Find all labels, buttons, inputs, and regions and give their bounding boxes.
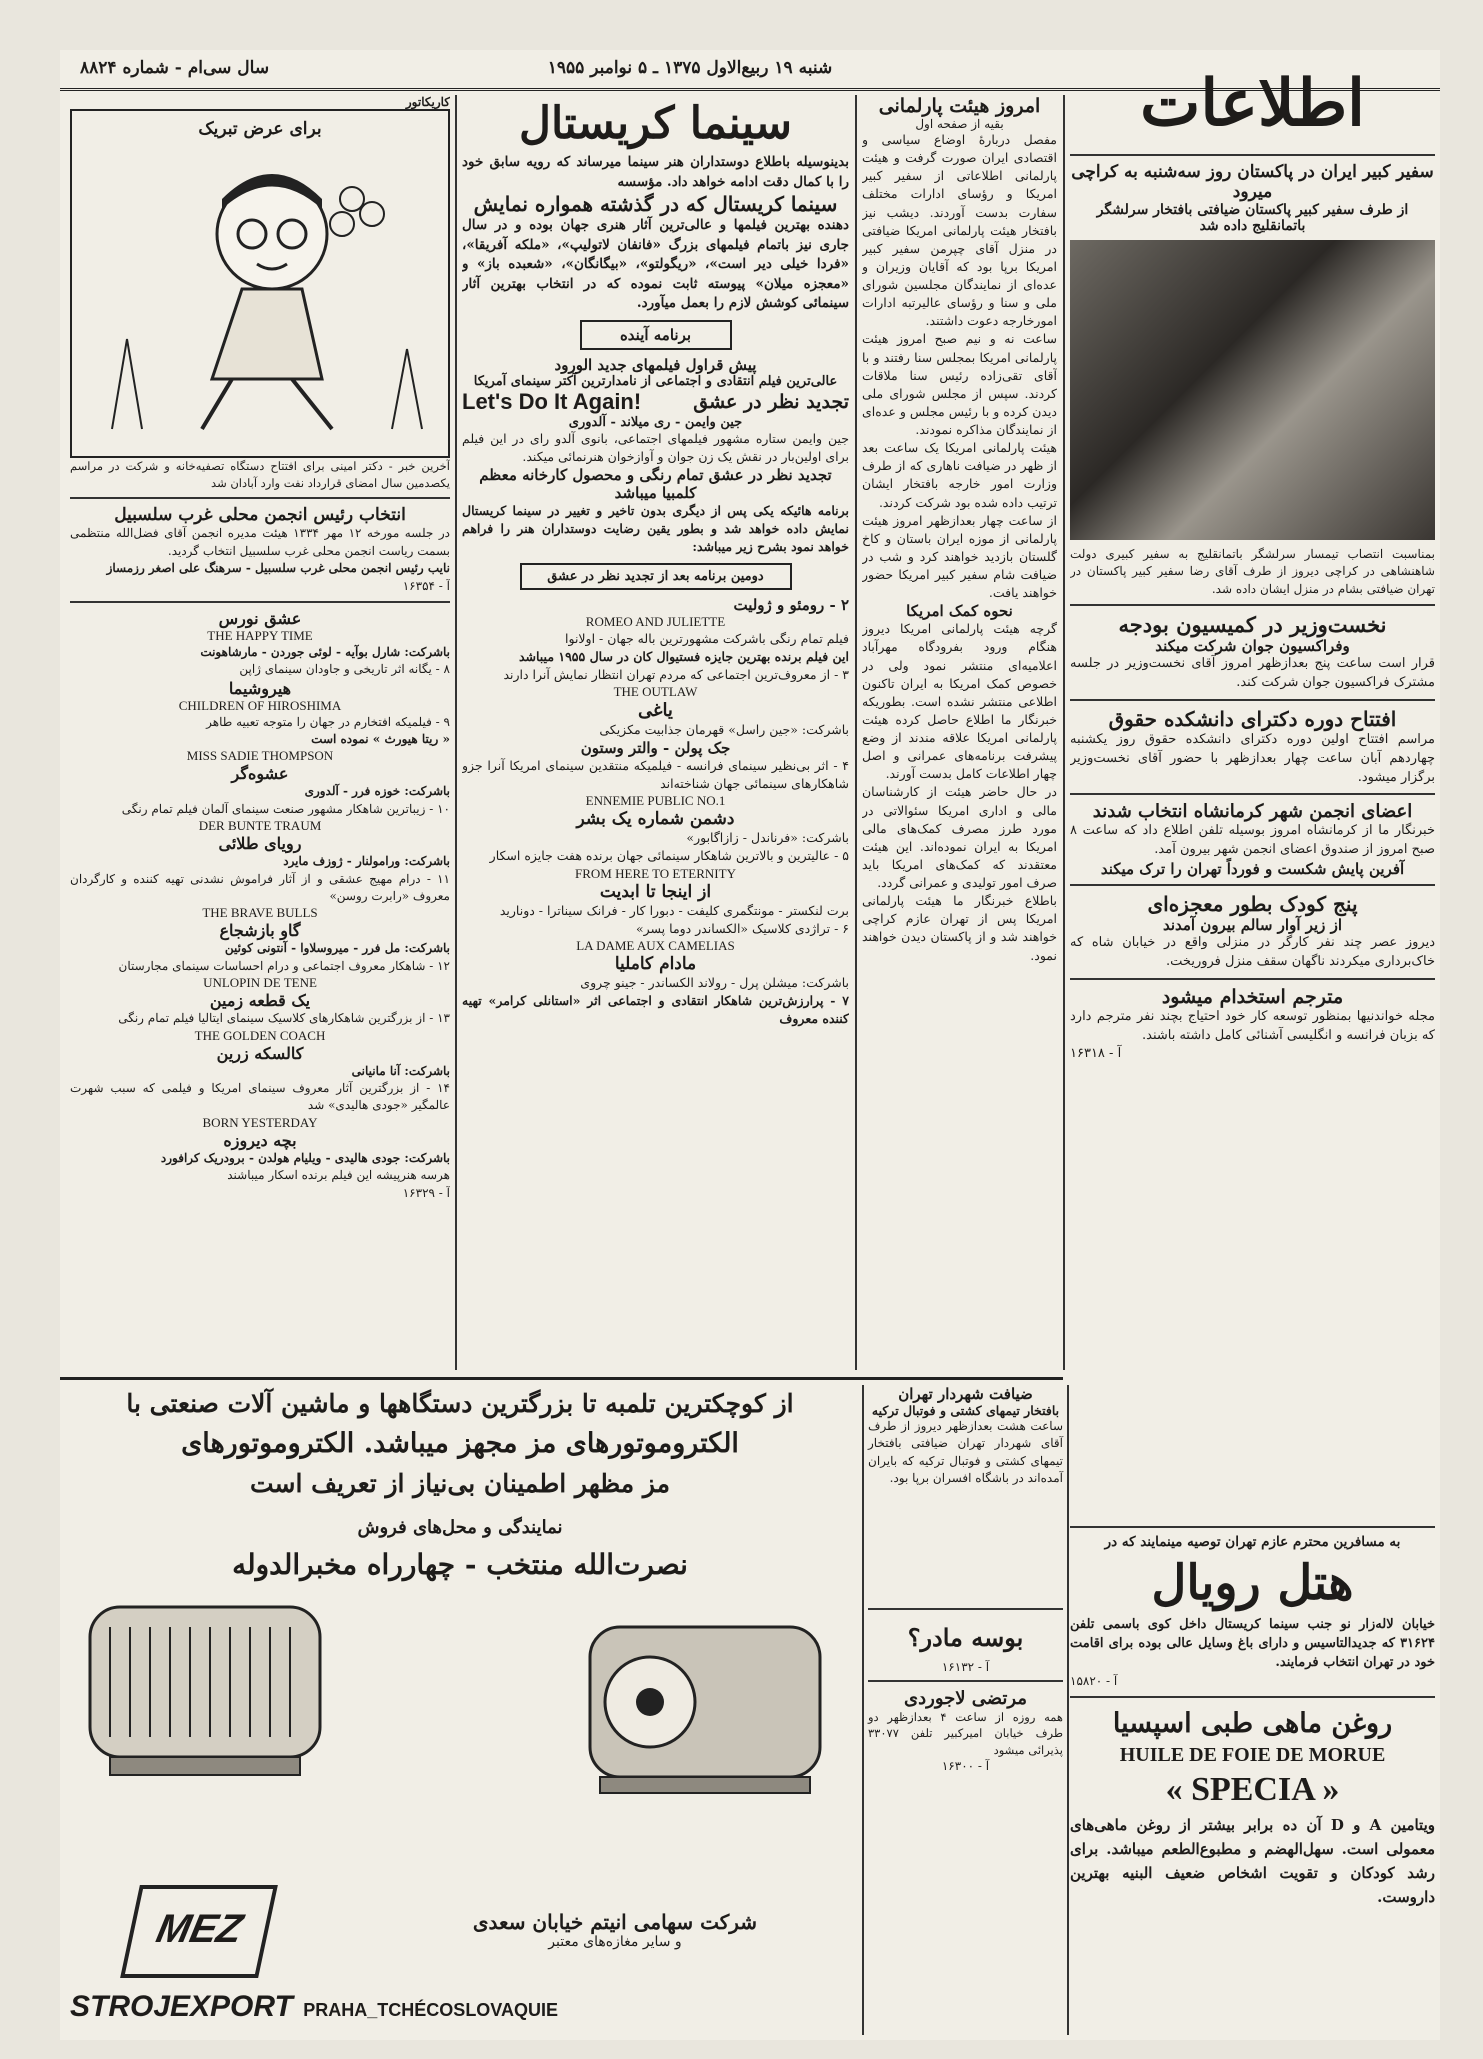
film3-text: ۳ - از معروف‌ترین اجتماعی که مردم تهران انتظار نمایش آنرا دارند	[503, 666, 849, 682]
parliament-body-1: مفصل دربارهٔ اوضاع سیاسی و اقتصادی ایران صورت گرفت و هیئت پارلمانی اطلاعاتی از سفیر کبیر امریکا و رؤسای ادارات مختلف سفارت بدست آوردند. دیشب نیز بافتخار هیئت پارلمانی امریکا ضیافتی در منزل آقای چپرمن سفیر کبیر امریکا برپا بود که آقایان وزیران و عده‌ای از نمایندگان مجلسین شورای ملی و سنا و رؤسای عالیرتبه ادارات امورخارجه دعوت داشتند.	[862, 132, 1057, 329]
film8-text: ۸ - یگانه اثر تاریخی و جاودان سینمای ژاپن	[239, 662, 450, 677]
film5-text: ۵ - عالیترین و بالاترین شاهکار سینمائی جهان برنده هفت جایزه اسکار	[489, 848, 849, 864]
film7-text: ۷ - پرارزش‌ترین شاهکار انتقادی و اجتماعی اثر «استانلی کرامر» تهیه کننده معروف	[462, 992, 849, 1027]
ad-code: آ - ۱۶۳۱۸	[1070, 1046, 1122, 1062]
budget-text: قرار است ساعت پنج بعدازظهر امروز آقای نخست‌وزیر در جلسه مشترک فراکسیون جوان شرکت کند.	[1070, 656, 1435, 691]
film-happy-stars: باشرکت: شارل بوآیه - لوئی جوردن - مارشاهونت	[200, 644, 450, 659]
issue-line: سال سی‌ام - شماره ۸۸۲۴	[80, 58, 270, 78]
banquet-title: ضیافت شهردار تهران	[898, 1385, 1033, 1403]
film4-stars: جک پولن - والتر وستون	[580, 739, 731, 758]
right-column	[1070, 60, 1435, 1370]
film6-persian: مادام کاملیا	[614, 953, 697, 974]
mez-line-5: نصرت‌الله منتخب - چهارراه مخبرالدوله	[232, 1548, 688, 1581]
headline-ambassador-sub: از طرف سفیر کبیر پاکستان ضیافتی بافتخار سرلشگر باتمانقلیج داده شد	[1096, 202, 1409, 234]
film12-english: UNLOPIN DE TENE	[203, 975, 317, 991]
mez-line-3: مز مظهر اطمینان بی‌نیاز از تعریف است	[249, 1469, 671, 1498]
hotel-code: آ - ۱۵۸۲۰	[1070, 1673, 1118, 1688]
hotel-name: هتل رویال	[1151, 1555, 1354, 1611]
ad-doctor-name: مرتضی لاجوردی	[904, 1687, 1027, 1709]
ad-doctor-code: آ - ۱۶۳۰۰	[941, 1758, 990, 1773]
kermanshah-text: خبرنگار ما از کرمانشاه امروز بوسیله تلفن اطلاع داد که ساعت ۸ صبح امروز از صندوق اعضای انجمن شهر بیرون آمد.	[1070, 823, 1435, 858]
parliament-body-7: باطلاع خبرنگار ما هیئت پارلمانی امریکا پس از تهران عازم کراچی خواهند شد و از پاکستان دیدن خواهند نمود.	[862, 893, 1057, 963]
film10-persian: رویای طلائی	[218, 834, 302, 854]
film2-award: این فیلم برنده بهترین جایزه فستیوال کان در سال ۱۹۵۵ میباشد	[518, 648, 849, 664]
election-code: آ - ۱۶۳۵۴	[402, 578, 450, 593]
cartoon-title: برای عرض تبریک	[198, 119, 322, 139]
film1-stars: جین وایمن - ری میلاند - آلدوری	[568, 414, 743, 430]
film10-stars: باشرکت: ورامولنار - ژوزف مایرد	[283, 854, 450, 869]
headline-children-sub: از زیر آوار سالم بیرون آمدند	[1162, 916, 1343, 935]
mez-line-6: شرکت سهامی انیتم خیابان سعدی	[472, 1910, 758, 1934]
headline-law: افتتاح دوره دکترای دانشکده حقوق	[1108, 706, 1397, 731]
news-photo	[1070, 240, 1435, 540]
translator-text: مجله خواندنیها بمنظور توسعه کار خود احتیاج بچند نفر مترجم دارد که بزبان فرانسه و انگلیسی آشنائی کامل داشته باشند.	[1070, 1008, 1435, 1043]
ad-tomb: بوسه مادر؟	[907, 1622, 1024, 1652]
strojexport-brand: STROJEXPORT	[70, 1990, 293, 2023]
newspaper-page	[60, 50, 1440, 2040]
mez-line-7: و سایر مغازه‌های معتبر	[548, 1934, 682, 1950]
banquet-text: ساعت هشت بعدازظهر دیروز از طرف آقای شهردار تهران ضیافتی بافتخار تیمهای کشتی و فوتبال ترکیه که بایران آمده‌اند در باشگاه افسران برپا بود.	[868, 1419, 1063, 1486]
parliament-body-5: گرچه هیئت پارلمانی امریکا دیروز هنگام ورود بفرودگاه مهرآباد اعلامیه‌ای منتشر نمود ولی در خصوص کمک امریکا به ایران تاکنون اطلاعی منتشر نشده است. بطوریکه خبرنگار ما اطلاع حاصل کرده هیئت پارلمانی امریکا علاقه مندند از وضع پیشرفت برنامه‌های عمرانی و اصل چهار اطلاعات کامل بدست آورند.	[862, 621, 1057, 782]
film9-text-b: « ریتا هیورث » نموده است	[311, 732, 450, 747]
film13-persian: کالسکه زرین	[216, 1043, 304, 1063]
headline-election: انتخاب رئیس انجمن محلی غرب سلسبیل	[114, 505, 406, 526]
film13-stars: باشرکت: آنا مانیانی	[351, 1063, 450, 1078]
film1-note: تجدید نظر در عشق تمام رنگی و محصول کارخانه معظم کلمبیا میباشد	[479, 466, 832, 503]
film10-text: ۱۰ - زیباترین شاهکار مشهور صنعت سینمای آلمان فیلم تمام رنگی	[121, 801, 450, 816]
parliament-body-2: ساعت نه و نیم صبح امروز هیئت پارلمانی امریکا بمجلس سنا رفتند و با آقای تقی‌زاده رئیس سنا ملاقات کردند. سپس از مجلس شورای ملی دیدن کرده و با رئیس مجلس و عده‌ای از نمایندگان مذاکره نمودند.	[862, 331, 1057, 437]
film12-persian: یک قطعه زمین	[209, 991, 311, 1011]
parliament-column	[862, 95, 1057, 1365]
cartoon-drawing	[72, 139, 448, 439]
mez-line-4: نمایندگی و محل‌های فروش	[357, 1517, 563, 1538]
mez-logo: MEZ	[152, 1907, 247, 1951]
headline-help: نحوه کمک امریکا	[906, 602, 1013, 621]
electric-motor-illustration	[70, 1587, 850, 1817]
film14-english: BORN YESTERDAY	[202, 1114, 318, 1130]
cinema-body: دهنده بهترین فیلمها و عالی‌ترین آثار هنری جهان بوده و در سال جاری نیز باتمام فیلمهای بزرگ «فانفان لاتولیپ»، «ملکه آفریقا»، «فردا خیلی دیر است»، «ریگولتو»، «بیگانگان»، «شعبده باز» و «معجزه میلان» پیوسته ثابت نموده که در انتخاب بهترین آثار سینمائی کوشش لازم را بعمل میآورد.	[462, 217, 849, 312]
masthead-logo: اطلاعات	[1140, 66, 1365, 141]
oil-text: ویتامین A و D آن ده برابر بیشتر از روغن ماهی‌های معمولی است. سهل‌الهضم و مطبوع‌الطعم میباشد. برای رشد کودکان و تقویت اشخاص ضعیف البنیه بهترین داروست.	[1070, 1815, 1435, 1906]
film11-stars: باشرکت: مل فرر - میروسلاوا - آنتونی کوئین	[224, 941, 450, 956]
cinema-crystal-column	[462, 95, 849, 1365]
film6-stars: باشرکت: میشلن پرل - رولاند الکساندر - جینو چروی	[580, 974, 849, 990]
film1-text: جین وایمن ستاره مشهور فیلمهای اجتماعی، بانوی آلدو رای در این فیلم برای اولین‌بار در نقش یک زن جوان و آوازخوان هنرنمائی میکند.	[462, 430, 849, 465]
film2-text: فیلم تمام رنگی باشرکت مشهورترین باله جهان - اولانوا	[565, 630, 849, 646]
film11-persian: گاو بازشجاع	[219, 921, 301, 941]
film2-english: ROMEO AND JULIETTE	[585, 613, 726, 629]
column-rule	[855, 95, 857, 1370]
program-box: برنامه آینده	[580, 320, 732, 350]
cinema-title: سینما کریستال	[519, 98, 792, 149]
cartoon-label: کاریکاتور	[405, 95, 450, 109]
film8-english: CHILDREN OF HIROSHIMA	[178, 697, 342, 713]
film14-stars: باشرکت: جودی هالیدی - ویلیام هولدن - برودریک کرافورد	[160, 1150, 450, 1165]
mez-line-2: الکتروموتورهای مز مجهز میباشد. الکتروموتورهای	[181, 1428, 739, 1459]
film6-text: ۶ - تراژدی کلاسیک «الکساندر دوما پسر»	[635, 920, 849, 936]
headline-ambassador: سفیر کبیر ایران در پاکستان روز سه‌شنبه به کراچی میرود	[1071, 162, 1434, 202]
footer-note: هرسه هنرپیشه این فیلم برنده اسکار میباشند	[227, 1168, 450, 1183]
film14-persian: بچه دیروزه	[223, 1130, 297, 1150]
oil-latin: HUILE DE FOIE DE MORUE	[1119, 1743, 1386, 1766]
film6-english: LA DAME AUX CAMELIAS	[576, 937, 735, 953]
stars-line: برنامه هائیکه یکی پس از دیگری بدون تاخیر و تغییر در سینما کریستال نمایش داده خواهد شد و بطور یقین رضایت دوستداران هنر را فراهم خواهد نمود بشرح زیر میباشد:	[462, 503, 849, 555]
hotel-and-oil-ads	[1070, 1520, 1435, 2035]
film8-persian: هیروشیما	[228, 678, 292, 698]
strojexport-city: PRAHA_TCHÉCOSLOVAQUIE	[303, 2000, 558, 2020]
ad-tomb-code: آ - ۱۶۱۳۲	[941, 1659, 990, 1674]
film1-persian: تجدید نظر در عشق	[693, 390, 849, 413]
cartoon-caption: آخرین خبر - دکتر امینی برای افتتاح دستگاه تصفیه‌خانه و شرکت در مراسم یکصدمین سال امضای قرارداد نفت وارد آبادان شد	[70, 459, 450, 490]
headline-budget-sub: وفراکسیون جوان شرکت میکند	[1155, 637, 1350, 656]
parliament-body-3: هیئت پارلمانی امریکا یک ساعت بعد از ظهر در ضیافت ناهاری که از طرف وزارت امور خارجه بافتخار ایشان ترتیب داده شده بود شرکت کردند.	[862, 440, 1057, 510]
parliament-title: امروز هیئت پارلمانی	[878, 95, 1041, 117]
film13-english: THE GOLDEN COACH	[194, 1027, 326, 1043]
pish-line: پیش قراول فیلمهای جدید الورود	[554, 355, 757, 374]
film5-persian: از اینجا تا ابدیت	[599, 881, 712, 902]
mez-line-1: از کوچکترین تلمبه تا بزرگترین دستگاهها و ماشین آلات صنعتی با	[126, 1389, 794, 1418]
headline-children: پنج کودک بطور معجزه‌ای	[1147, 892, 1358, 917]
election-signature: نایب رئیس انجمن محلی غرب سلسبیل - سرهنگ علی اصغر رزمساز	[106, 561, 450, 576]
film9-stars: باشرکت: خوزه فرر - آلدوری	[304, 784, 450, 799]
film4-text: ۴ - اثر بی‌نظیر سینمای فرانسه - فیلمیکه منتقدین سینمای امریکا آنرا جزو شاهکارهای سینمائی جهان شناخته‌اند	[462, 758, 849, 792]
film-happy-persian: عشق نورس	[218, 608, 302, 628]
oil-persian: روغن ماهی طبی اسپسیا	[1112, 1707, 1393, 1739]
film4-stars-2: باشرکت: «فرناندل - زازاگابور»	[686, 830, 849, 846]
film10-english: DER BUNTE TRAUM	[198, 818, 322, 834]
mez-advertisement	[70, 1385, 850, 2035]
footer-code: آ - ۱۶۳۲۹	[402, 1185, 450, 1200]
film4-english: ENNEMIE PUBLIC NO.1	[585, 793, 726, 809]
film5-stars: برت لنکستر - مونتگمری کلیفت - دبورا کار - فرانک سیناترا - دونارید	[499, 902, 849, 918]
film9-persian: عشوه‌گر	[231, 764, 289, 784]
film11-english: THE BRAVE BULLS	[202, 905, 318, 921]
law-text: مراسم افتتاح اولین دوره دکترای دانشکده حقوق روز یکشنبه چهاردهم آبان ساعت چهار بعدازظهر با حضور آقای نخست‌وزیر برگزار میشود.	[1070, 731, 1435, 785]
cinema-title-2: سینما کریستال که در گذشته همواره نمایش	[473, 192, 838, 217]
cinema-intro: بدینوسیله باطلاع دوستداران هنر سینما میرساند که رویه سابق خود را با کمال دقت ادامه خواهد داد. مؤسسه	[462, 154, 849, 190]
film3-persian: یاغی	[638, 699, 673, 721]
headline-budget: نخست‌وزیر در کمیسیون بودجه	[1118, 612, 1387, 638]
banquet-and-ads	[862, 1385, 1069, 2035]
ad-doctor-text: همه روزه از ساعت ۴ بعدازظهر دو طرف خیابان امیرکبیر تلفن ۳۳۰۷۷ پذیرائی میشود	[868, 1709, 1063, 1757]
film12-text: ۱۲ - شاهکار معروف اجتماعی و درام احساسات سینمای مجارستان	[118, 958, 450, 973]
film3-stars: باشرکت: «جین راسل» قهرمان جذابیت مکزیکی	[599, 721, 849, 737]
hotel-text: خیابان لاله‌زار نو جنب سینما کریستال داخل کوی باسمی تلفن ۳۱۶۲۴ که جدیدالتاسیس و دارای باغ وسایل عالی بوده برای اقامت خود در تهران انتخاب فرمایند.	[1070, 1617, 1435, 1670]
election-text: در جلسه مورخه ۱۲ مهر ۱۳۳۴ هیئت مدیره انجمن آقای فضل‌الله منتظمی بسمت ریاست انجمن محلی غرب سلسبیل انتخاب گردید.	[70, 526, 450, 558]
oil-brand: « SPECIA »	[1165, 1770, 1340, 1808]
headline-theft: آفرین پایش شکست و فورداً تهران را ترک میکند	[1100, 860, 1405, 879]
column-rule	[1063, 95, 1065, 1370]
parliament-body-6: در حال حاضر هیئت از کارشناسان مالی و اداری امریکا سئوالاتی در مورد طرز مصرف کمک‌های مالی امریکا به ایران نموده‌اند. این هیئت معتقدند که کمک‌های امریکا باید صرف امور تولیدی و عمرانی گردد.	[862, 784, 1057, 890]
children-text: دیروز عصر چند نفر کارگر در منزلی واقع در خیابان شاه که خاک‌برداری میکردند ناگهان سقف منزل فروریخت.	[1070, 935, 1435, 969]
film2-persian: ۲ - رومئو و ژولیت	[733, 595, 849, 614]
banquet-subtitle: بافتخار تیمهای کشتی و فوتبال ترکیه	[871, 1403, 1060, 1418]
film1-english: Let's Do It Again!	[462, 388, 642, 414]
parliament-subtitle: بقیه از صفحه اول	[915, 117, 1004, 131]
date-line: شنبه ۱۹ ربیع‌الاول ۱۳۷۵ ـ ۵ نوامبر ۱۹۵۵	[547, 58, 833, 78]
column-rule	[455, 95, 457, 1370]
ali-line: عالی‌ترین فیلم انتقادی و اجتماعی از نامدارترین آکتر سینمای آمریکا	[473, 373, 838, 389]
film-happy-english: THE HAPPY TIME	[207, 627, 313, 643]
film14-text: ۱۴ - از بزرگترین آثار معروف سینمای امریکا و فیلمی که سبب شهرت عالمگیر «جودی هالیدی» شد	[70, 1080, 450, 1113]
film4-persian: دشمن شماره یک بشر	[576, 809, 735, 830]
film3-english: THE OUTLAW	[613, 683, 698, 699]
parliament-body-4: از ساعت چهار بعدازظهر امروز هیئت پارلمانی از موزه ایران باستان و کاخ گلستان بازدید خواهند کرد و شب در ضیافت شام سفیر کبیر امریکا حضور خواهند یافت.	[862, 512, 1057, 601]
cartoon-column	[70, 95, 450, 1365]
cartoon-frame	[70, 109, 450, 458]
headline-kermanshah: اعضای انجمن شهر کرمانشاه انتخاب شدند	[1092, 801, 1413, 823]
headline-translator: مترجم استخدام میشود	[1161, 985, 1344, 1008]
film9-text: ۹ - فیلمیکه افتخارم در جهان را متوجه تعبیه طاهر	[206, 714, 450, 729]
film11-text: ۱۱ - درام مهیج عشقی و از آثار فراموش نشدنی تهیه کننده و کارگردان معروف «رابرت روسن»	[70, 871, 450, 904]
film5-english: FROM HERE TO ETERNITY	[575, 865, 736, 881]
second-program-box: دومین برنامه بعد از تجدید نظر در عشق	[520, 563, 792, 590]
film9-english: MISS SADIE THOMPSON	[186, 748, 334, 764]
film13-text: ۱۳ - از بزرگترین شاهکارهای کلاسیک سینمای ایتالیا فیلم تمام رنگی	[118, 1011, 450, 1026]
hotel-intro: به مسافرین محترم عازم تهران توصیه مینمایند که در	[1104, 1534, 1401, 1550]
mez-logo-box	[120, 1885, 278, 1978]
photo-caption: بمناسبت انتصاب تیمسار سرلشگر باتمانقلیج به سفیر کبیری دولت شاهنشاهی در کراچی دیروز از طرف آقای رضا سفیر کبیر پاکستان در تهران ضیافتی بشام در منزل ایشان داده شد.	[1070, 547, 1435, 596]
ads-rule	[60, 1377, 1063, 1380]
